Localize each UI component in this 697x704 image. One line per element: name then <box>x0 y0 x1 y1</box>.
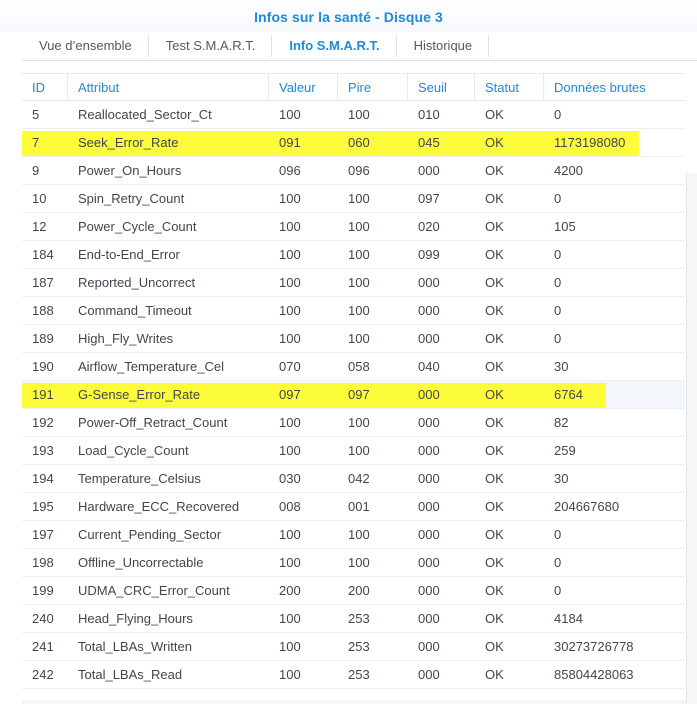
cell-raw-data: 82 <box>554 415 569 430</box>
cell-worst: 100 <box>348 331 370 346</box>
cell-value: 100 <box>279 555 301 570</box>
cell-id: 190 <box>32 359 54 374</box>
cell-attribute: Temperature_Celsius <box>78 471 201 486</box>
cell-worst: 042 <box>348 471 370 486</box>
cell-raw-data: 4200 <box>554 163 583 178</box>
smart-table <box>22 73 685 704</box>
cell-value: 100 <box>279 639 301 654</box>
window-titlebar <box>0 0 697 32</box>
cell-worst: 100 <box>348 275 370 290</box>
cell-worst: 100 <box>348 303 370 318</box>
cell-id: 10 <box>32 191 47 206</box>
cell-worst: 100 <box>348 191 370 206</box>
cell-attribute: Offline_Uncorrectable <box>78 555 204 570</box>
cell-attribute: Head_Flying_Hours <box>78 611 193 626</box>
cell-worst: 100 <box>348 443 370 458</box>
cell-value: 100 <box>279 667 301 682</box>
cell-attribute: Reported_Uncorrect <box>78 275 196 290</box>
cell-attribute: End-to-End_Error <box>78 247 180 262</box>
cell-raw-data: 6764 <box>554 387 583 402</box>
cell-status: OK <box>485 667 504 682</box>
cell-worst: 100 <box>348 107 370 122</box>
cell-attribute: Airflow_Temperature_Cel <box>78 359 224 374</box>
cell-threshold: 000 <box>418 415 440 430</box>
cell-worst: 096 <box>348 163 370 178</box>
table-row[interactable] <box>22 185 685 213</box>
cell-raw-data: 30 <box>554 471 569 486</box>
cell-worst: 253 <box>348 639 370 654</box>
cell-attribute: Current_Pending_Sector <box>78 527 222 542</box>
cell-worst: 100 <box>348 219 370 234</box>
cell-value: 097 <box>279 387 301 402</box>
cell-worst: 058 <box>348 359 370 374</box>
cell-value: 200 <box>279 583 301 598</box>
cell-status: OK <box>485 135 504 150</box>
cell-id: 188 <box>32 303 54 318</box>
cell-attribute: Total_LBAs_Read <box>78 667 183 682</box>
cell-id: 187 <box>32 275 54 290</box>
cell-threshold: 000 <box>418 499 440 514</box>
cell-raw-data: 0 <box>554 247 562 262</box>
table-row[interactable] <box>22 633 685 661</box>
vertical-scrollbar[interactable] <box>686 173 697 704</box>
window-title: Infos sur la santé - Disque 3 <box>254 9 443 25</box>
table-row[interactable] <box>22 577 685 605</box>
cell-status: OK <box>485 303 504 318</box>
cell-threshold: 045 <box>418 135 440 150</box>
cell-threshold: 000 <box>418 527 440 542</box>
cell-id: 199 <box>32 583 54 598</box>
cell-id: 240 <box>32 611 54 626</box>
cell-status: OK <box>485 387 504 402</box>
cell-attribute: G-Sense_Error_Rate <box>78 387 201 402</box>
cell-worst: 097 <box>348 387 370 402</box>
cell-raw-data: 0 <box>554 527 562 542</box>
cell-id: 193 <box>32 443 54 458</box>
cell-raw-data: 204667680 <box>554 499 620 514</box>
cell-raw-data: 30 <box>554 359 569 374</box>
cell-attribute: Reallocated_Sector_Ct <box>78 107 212 122</box>
cell-threshold: 000 <box>418 639 440 654</box>
cell-status: OK <box>485 499 504 514</box>
cell-status: OK <box>485 639 504 654</box>
column-header-id[interactable]: ID <box>22 74 68 100</box>
tab-history[interactable] <box>397 32 490 60</box>
cell-id: 184 <box>32 247 54 262</box>
column-header-worst[interactable]: Pire <box>338 74 408 100</box>
cell-worst: 100 <box>348 247 370 262</box>
column-header-raw-data[interactable]: Données brutes <box>554 80 646 95</box>
cell-attribute: High_Fly_Writes <box>78 331 174 346</box>
cell-status: OK <box>485 191 504 206</box>
cell-value: 100 <box>279 107 301 122</box>
cell-threshold: 000 <box>418 303 440 318</box>
table-row[interactable] <box>22 353 685 381</box>
cell-id: 189 <box>32 331 54 346</box>
tab-overview[interactable] <box>22 32 149 60</box>
table-row[interactable] <box>22 521 685 549</box>
cell-value: 100 <box>279 331 301 346</box>
cell-id: 241 <box>32 639 54 654</box>
cell-status: OK <box>485 555 504 570</box>
cell-attribute: Power_On_Hours <box>78 163 182 178</box>
table-row[interactable] <box>22 661 685 689</box>
cell-threshold: 040 <box>418 359 440 374</box>
cell-status: OK <box>485 219 504 234</box>
cell-raw-data: 0 <box>554 331 562 346</box>
cell-threshold: 000 <box>418 443 440 458</box>
cell-attribute: Spin_Retry_Count <box>78 191 185 206</box>
table-header <box>22 73 685 101</box>
cell-threshold: 097 <box>418 191 440 206</box>
cell-value: 091 <box>279 135 301 150</box>
cell-status: OK <box>485 583 504 598</box>
table-row[interactable] <box>22 493 685 521</box>
table-row[interactable] <box>22 129 685 157</box>
cell-attribute: Power-Off_Retract_Count <box>78 415 228 430</box>
table-row[interactable] <box>22 325 685 353</box>
table-row[interactable] <box>22 297 685 325</box>
cell-id: 194 <box>32 471 54 486</box>
column-header-threshold[interactable]: Seuil <box>408 74 475 100</box>
cell-status: OK <box>485 275 504 290</box>
tab-separator <box>488 35 489 57</box>
table-row[interactable] <box>22 269 685 297</box>
cell-worst: 100 <box>348 415 370 430</box>
cell-status: OK <box>485 163 504 178</box>
table-row[interactable] <box>22 605 685 633</box>
cell-attribute: UDMA_CRC_Error_Count <box>78 583 230 598</box>
cell-value: 100 <box>279 527 301 542</box>
cell-threshold: 010 <box>418 107 440 122</box>
cell-raw-data: 1173198080 <box>554 135 626 150</box>
cell-value: 096 <box>279 163 301 178</box>
cell-value: 100 <box>279 219 301 234</box>
cell-worst: 200 <box>348 583 370 598</box>
cell-attribute: Hardware_ECC_Recovered <box>78 499 240 514</box>
cell-status: OK <box>485 415 504 430</box>
cell-worst: 060 <box>348 135 370 150</box>
column-header-status[interactable]: Statut <box>475 74 544 100</box>
tab-overview-label: Vue d’ensemble <box>39 38 132 53</box>
cell-status: OK <box>485 611 504 626</box>
cell-worst: 100 <box>348 555 370 570</box>
cell-attribute: Command_Timeout <box>78 303 192 318</box>
cell-id: 198 <box>32 555 54 570</box>
cell-raw-data: 259 <box>554 443 576 458</box>
tab-smart-test[interactable] <box>149 32 273 60</box>
cell-status: OK <box>485 443 504 458</box>
table-row[interactable] <box>22 157 685 185</box>
cell-status: OK <box>485 107 504 122</box>
cell-worst: 253 <box>348 611 370 626</box>
cell-attribute: Seek_Error_Rate <box>78 135 179 150</box>
table-row[interactable] <box>22 241 685 269</box>
tab-smart-info-label: Info S.M.A.R.T. <box>289 38 380 53</box>
table-row[interactable] <box>22 409 685 437</box>
cell-value: 100 <box>279 191 301 206</box>
table-row[interactable] <box>22 101 685 129</box>
cell-raw-data: 0 <box>554 583 562 598</box>
cell-value: 100 <box>279 415 301 430</box>
tab-smart-test-label: Test S.M.A.R.T. <box>165 38 256 53</box>
cell-threshold: 000 <box>418 331 440 346</box>
cell-status: OK <box>485 331 504 346</box>
cell-value: 100 <box>279 247 301 262</box>
table-body <box>22 101 685 689</box>
cell-worst: 100 <box>348 527 370 542</box>
cell-raw-data: 0 <box>554 555 562 570</box>
cell-attribute: Power_Cycle_Count <box>78 219 197 234</box>
cell-attribute: Load_Cycle_Count <box>78 443 189 458</box>
cell-threshold: 000 <box>418 667 440 682</box>
table-row[interactable] <box>22 381 685 409</box>
horizontal-scrollbar[interactable] <box>22 700 686 704</box>
cell-raw-data: 0 <box>554 191 562 206</box>
cell-id: 191 <box>32 387 54 402</box>
cell-id: 9 <box>32 163 40 178</box>
cell-worst: 001 <box>348 499 370 514</box>
cell-raw-data: 105 <box>554 219 576 234</box>
tab-history-label: Historique <box>413 38 473 53</box>
cell-raw-data: 30273726778 <box>554 639 634 654</box>
cell-attribute: Total_LBAs_Written <box>78 639 192 654</box>
cell-id: 192 <box>32 415 54 430</box>
cell-value: 030 <box>279 471 301 486</box>
cell-status: OK <box>485 359 504 374</box>
cell-id: 197 <box>32 527 54 542</box>
cell-raw-data: 0 <box>554 107 562 122</box>
cell-value: 008 <box>279 499 301 514</box>
cell-status: OK <box>485 247 504 262</box>
cell-id: 5 <box>32 107 40 122</box>
cell-value: 100 <box>279 275 301 290</box>
cell-status: OK <box>485 527 504 542</box>
cell-value: 070 <box>279 359 301 374</box>
tab-bar <box>22 32 697 61</box>
cell-id: 195 <box>32 499 54 514</box>
cell-threshold: 000 <box>418 275 440 290</box>
table-row[interactable] <box>22 437 685 465</box>
cell-raw-data: 85804428063 <box>554 667 634 682</box>
table-row[interactable] <box>22 549 685 577</box>
cell-threshold: 099 <box>418 247 440 262</box>
cell-value: 100 <box>279 303 301 318</box>
column-header-value[interactable]: Valeur <box>269 74 338 100</box>
cell-threshold: 000 <box>418 471 440 486</box>
cell-value: 100 <box>279 443 301 458</box>
table-row[interactable] <box>22 213 685 241</box>
cell-threshold: 000 <box>418 163 440 178</box>
cell-threshold: 000 <box>418 611 440 626</box>
cell-worst: 253 <box>348 667 370 682</box>
cell-id: 12 <box>32 219 47 234</box>
cell-raw-data: 0 <box>554 275 562 290</box>
cell-threshold: 000 <box>418 555 440 570</box>
cell-raw-data: 4184 <box>554 611 583 626</box>
column-header-attribute[interactable]: Attribut <box>68 74 269 100</box>
cell-threshold: 000 <box>418 387 440 402</box>
cell-value: 100 <box>279 611 301 626</box>
table-row[interactable] <box>22 465 685 493</box>
cell-threshold: 000 <box>418 583 440 598</box>
cell-status: OK <box>485 471 504 486</box>
tab-smart-info[interactable] <box>272 32 396 60</box>
cell-id: 242 <box>32 667 54 682</box>
cell-id: 7 <box>32 135 40 150</box>
cell-threshold: 020 <box>418 219 440 234</box>
cell-raw-data: 0 <box>554 303 562 318</box>
